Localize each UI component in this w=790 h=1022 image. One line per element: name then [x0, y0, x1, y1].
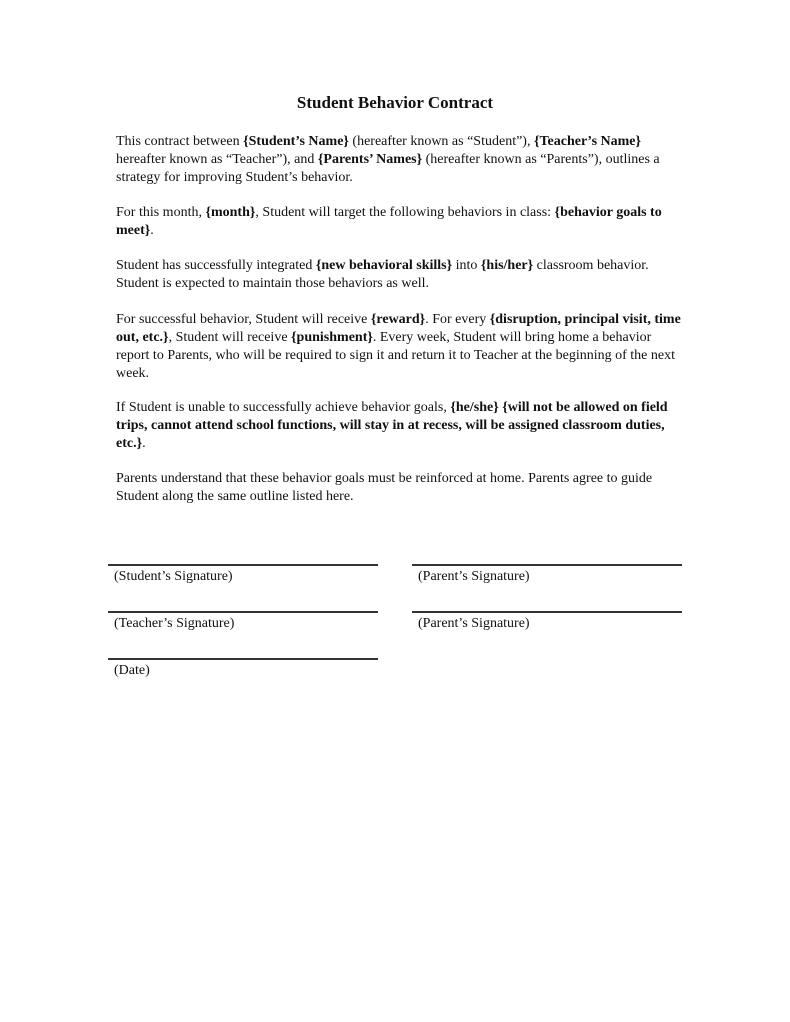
text-segment: If Student is unable to successfully achieve behavior goals,	[116, 400, 451, 415]
paragraph-intro	[116, 133, 686, 187]
signature-label: (Parent’s Signature)	[418, 616, 530, 631]
parent-signature-field-1[interactable]	[412, 564, 682, 585]
paragraph-month-goals	[116, 204, 686, 240]
student-signature-field[interactable]	[108, 564, 378, 585]
text-segment: .	[150, 223, 154, 238]
placeholder-field: {new behavioral skills}	[315, 258, 453, 273]
text-segment: (hereafter known as “Student”),	[348, 134, 534, 149]
signature-label: (Parent’s Signature)	[418, 569, 530, 584]
text-segment: .	[142, 436, 146, 451]
signature-line	[108, 611, 378, 613]
document-title: Student Behavior Contract	[296, 93, 494, 112]
text-segment: . Every week, Student will bring home a behavior report to Parents, who will be required to sign it and return it to Teacher at the beginning of the next week.	[116, 330, 676, 381]
text-segment: . For every	[425, 312, 490, 327]
text-segment: For this month,	[116, 205, 206, 220]
text-segment: (hereafter known as “Parents”), outlines a strategy for improving Student’s behavior.	[116, 152, 660, 185]
text-segment: For successful behavior, Student will receive	[116, 312, 371, 327]
paragraph-consequences	[116, 399, 686, 453]
date-field[interactable]	[108, 658, 378, 679]
placeholder-field: {punishment}	[291, 330, 373, 345]
text-segment: This contract between	[116, 134, 244, 149]
placeholder-field: {Student’s Name}	[243, 134, 349, 149]
placeholder-field: {disruption, principal visit, time out, etc.}	[116, 312, 681, 345]
text-segment: Student has successfully integrated	[116, 258, 316, 273]
placeholder-field: {his/her}	[480, 258, 534, 273]
placeholder-field: {month}	[205, 205, 256, 220]
paragraph-parents-agreement	[116, 470, 686, 506]
date-label: (Date)	[114, 663, 150, 678]
placeholder-field: {Teacher’s Name}	[533, 134, 642, 149]
signature-line	[108, 564, 378, 566]
signature-line	[412, 611, 682, 613]
placeholder-field: {will not be allowed on field trips, cannot attend school functions, will stay in at recess, will be assigned classroom duties, etc.}	[116, 400, 668, 451]
text-segment: into	[452, 258, 481, 273]
paragraph-integrated-skills	[116, 257, 686, 293]
text-segment: Parents understand that these behavior goals must be reinforced at home. Parents agree to guide Student along the same outline listed here.	[116, 471, 653, 504]
text-segment: hereafter known as “Teacher”), and	[116, 152, 318, 167]
placeholder-field: {he/she}	[450, 400, 499, 415]
text-segment: , Student will target the following behaviors in class:	[255, 205, 555, 220]
signature-label: (Student’s Signature)	[114, 569, 233, 584]
placeholder-field: {Parents’ Names}	[317, 152, 423, 167]
placeholder-field: {reward}	[370, 312, 426, 327]
paragraph-reward-punishment	[116, 311, 686, 383]
signature-line	[108, 658, 378, 660]
placeholder-field: {behavior goals to meet}	[116, 205, 662, 238]
teacher-signature-field[interactable]	[108, 611, 378, 632]
text-segment: classroom behavior. Student is expected to maintain those behaviors as well.	[116, 258, 649, 291]
signature-line	[412, 564, 682, 566]
text-segment: , Student will receive	[168, 330, 292, 345]
signature-label: (Teacher’s Signature)	[114, 616, 235, 631]
parent-signature-field-2[interactable]	[412, 611, 682, 632]
